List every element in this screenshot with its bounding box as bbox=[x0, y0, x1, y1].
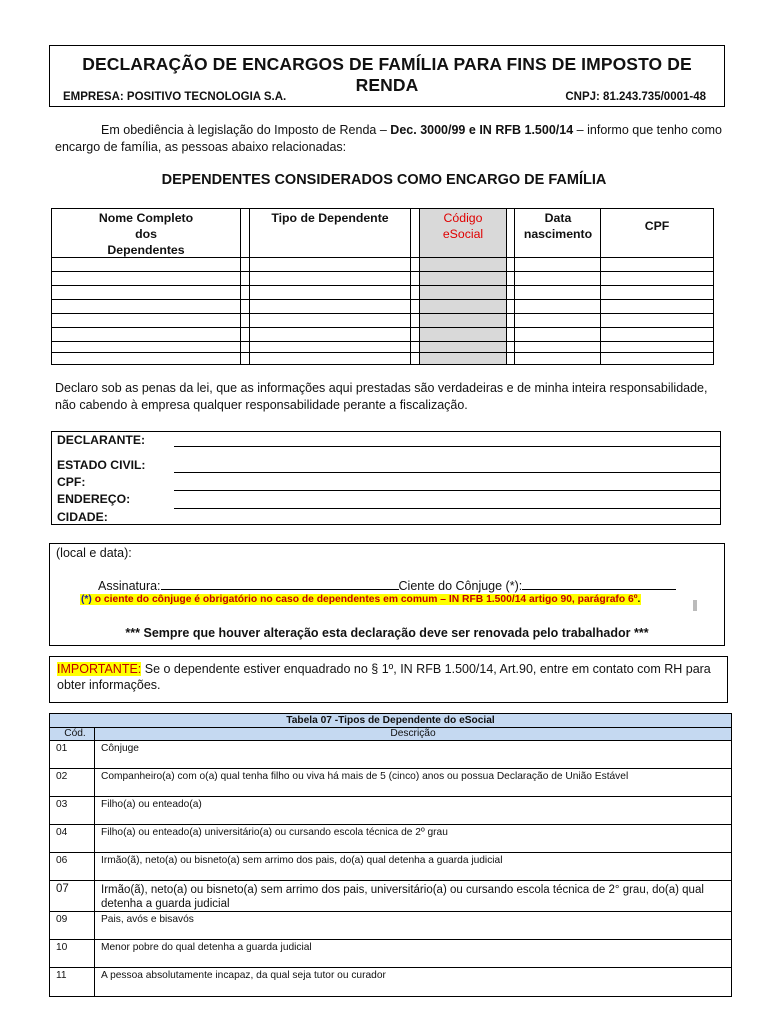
table-row bbox=[50, 825, 732, 853]
row-description: Menor pobre do qual detenha a guarda judicial bbox=[95, 940, 732, 968]
col-header-cpf: CPF bbox=[644, 219, 670, 233]
row-code: 04 bbox=[50, 825, 95, 853]
col-code-line2: eSocial bbox=[442, 227, 484, 241]
row-code: 10 bbox=[50, 940, 95, 968]
col-name-line3: Dependentes bbox=[107, 243, 185, 257]
col-header-code bbox=[420, 210, 506, 242]
row-code: 11 bbox=[50, 968, 95, 997]
renewal-note: *** Sempre que houver alteração esta declaração deve ser renovada pelo trabalhador *** bbox=[125, 626, 649, 640]
table-row-line bbox=[52, 299, 713, 300]
col-header-code: Cód. bbox=[50, 728, 95, 741]
row-code: 07 bbox=[50, 881, 95, 912]
table-row-line bbox=[52, 285, 713, 286]
spouse-note-body: o ciente do cônjuge é obrigatório no caso de dependentes em comum – IN RFB 1.500/14 artigo 90, parágrafo 6º bbox=[91, 594, 638, 605]
row-description: Irmão(ã), neto(a) ou bisneto(a) sem arrimo dos pais, do(a) qual detenha a guarda judicial bbox=[95, 853, 732, 881]
important-body: Se o dependente estiver enquadrado no § 1º, IN RFB 1.500/14, Art.90, entre em contato com RH para obter informações. bbox=[57, 662, 711, 692]
row-code: 01 bbox=[50, 741, 95, 769]
important-text bbox=[57, 661, 717, 693]
table-row-line bbox=[52, 352, 713, 353]
esocial-dependent-types-table bbox=[49, 713, 732, 997]
row-description: Cônjuge bbox=[95, 741, 732, 769]
row-description: A pessoa absolutamente incapaz, da qual seja tutor ou curador bbox=[95, 968, 732, 997]
table-row bbox=[50, 741, 732, 769]
col-header-type: Tipo de Dependente bbox=[271, 211, 389, 225]
dependents-table bbox=[51, 208, 714, 365]
important-box bbox=[49, 656, 728, 703]
local-and-date-label: (local e data): bbox=[56, 546, 132, 560]
signature-line[interactable] bbox=[161, 577, 399, 590]
intro-text-before: Em obediência à legislação do Imposto de Renda – bbox=[101, 123, 391, 137]
table-row-line bbox=[52, 271, 713, 272]
label-endereco: ENDEREÇO: bbox=[57, 492, 131, 506]
col-birth-line1: Data bbox=[544, 211, 572, 225]
label-cpf: CPF: bbox=[57, 475, 86, 489]
signature-label: Assinatura: bbox=[98, 579, 161, 593]
declarant-box bbox=[51, 431, 721, 525]
spouse-note-end: . bbox=[637, 594, 641, 605]
col-name-line1: Nome Completo bbox=[98, 211, 194, 225]
dependents-heading: DEPENDENTES CONSIDERADOS COMO ENCARGO DE FAMÍLIA bbox=[161, 172, 607, 188]
estado-civil-input-line[interactable] bbox=[174, 472, 720, 473]
table-row-line bbox=[52, 341, 713, 342]
company-cnpj: CNPJ: 81.243.735/0001-48 bbox=[565, 91, 706, 103]
endereco-input-line[interactable] bbox=[174, 508, 720, 509]
label-declarante: DECLARANTE: bbox=[57, 433, 146, 447]
table-row-line bbox=[52, 327, 713, 328]
label-cidade: CIDADE: bbox=[57, 510, 108, 524]
spouse-note bbox=[80, 594, 641, 605]
spouse-signature-line[interactable] bbox=[522, 577, 676, 590]
row-code: 06 bbox=[50, 853, 95, 881]
intro-text-after: – informo que tenho como encargo de família, as pessoas abaixo relacionadas: bbox=[55, 123, 722, 154]
row-code: 03 bbox=[50, 797, 95, 825]
table-row bbox=[50, 797, 732, 825]
intro-paragraph bbox=[55, 122, 722, 155]
signature-row bbox=[98, 577, 676, 593]
header-box bbox=[49, 45, 725, 107]
table-row bbox=[50, 769, 732, 797]
col-birth-line2: nascimento bbox=[523, 227, 593, 241]
col-header-description: Descrição bbox=[95, 728, 732, 741]
row-code: 09 bbox=[50, 912, 95, 940]
row-description: Irmão(ã), neto(a) ou bisneto(a) sem arrimo dos pais, universitário(a) ou cursando escola técnica de 2° grau, do(a) qual detenha a guarda judicial bbox=[95, 881, 732, 912]
spouse-ack-label: Ciente do Cônjuge (*): bbox=[398, 579, 523, 593]
col-header-name bbox=[52, 210, 240, 258]
row-description: Companheiro(a) com o(a) qual tenha filho ou viva há mais de 5 (cinco) anos ou possua Declaração de União Estável bbox=[95, 769, 732, 797]
table-row-line bbox=[52, 313, 713, 314]
company-name: EMPRESA: POSITIVO TECNOLOGIA S.A. bbox=[63, 91, 287, 103]
text-cursor-mark bbox=[693, 600, 697, 611]
table-row bbox=[50, 968, 732, 997]
row-description: Pais, avós e bisavós bbox=[95, 912, 732, 940]
declarante-input-line[interactable] bbox=[174, 446, 720, 447]
table-caption: Tabela 07 -Tipos de Dependente do eSocial bbox=[50, 714, 732, 728]
cpf-input-line[interactable] bbox=[174, 490, 720, 491]
important-label: IMPORTANTE: bbox=[57, 662, 142, 676]
table-row bbox=[50, 940, 732, 968]
row-code: 02 bbox=[50, 769, 95, 797]
document-title: DECLARAÇÃO DE ENCARGOS DE FAMÍLIA PARA FINS DE IMPOSTO DE RENDA bbox=[82, 54, 692, 95]
intro-legislation: Dec. 3000/99 e IN RFB 1.500/14 bbox=[390, 123, 574, 137]
col-code-line1: Código bbox=[443, 211, 483, 225]
spouse-note-prefix: (*) bbox=[81, 594, 92, 605]
row-description: Filho(a) ou enteado(a) bbox=[95, 797, 732, 825]
col-header-birth bbox=[515, 210, 601, 242]
signature-box bbox=[49, 543, 725, 646]
table-row bbox=[50, 853, 732, 881]
label-estado-civil: ESTADO CIVIL: bbox=[57, 458, 146, 472]
table-row bbox=[50, 881, 732, 912]
table-row-line bbox=[52, 257, 713, 258]
row-description: Filho(a) ou enteado(a) universitário(a) ou cursando escola técnica de 2º grau bbox=[95, 825, 732, 853]
table-row bbox=[50, 912, 732, 940]
col-name-line2: dos bbox=[135, 227, 157, 241]
declaration-paragraph: Declaro sob as penas da lei, que as informações aqui prestadas são verdadeiras e de minha inteira responsabilidade, não cabendo à empresa qualquer responsabilidade perante a fiscalização. bbox=[55, 381, 708, 412]
